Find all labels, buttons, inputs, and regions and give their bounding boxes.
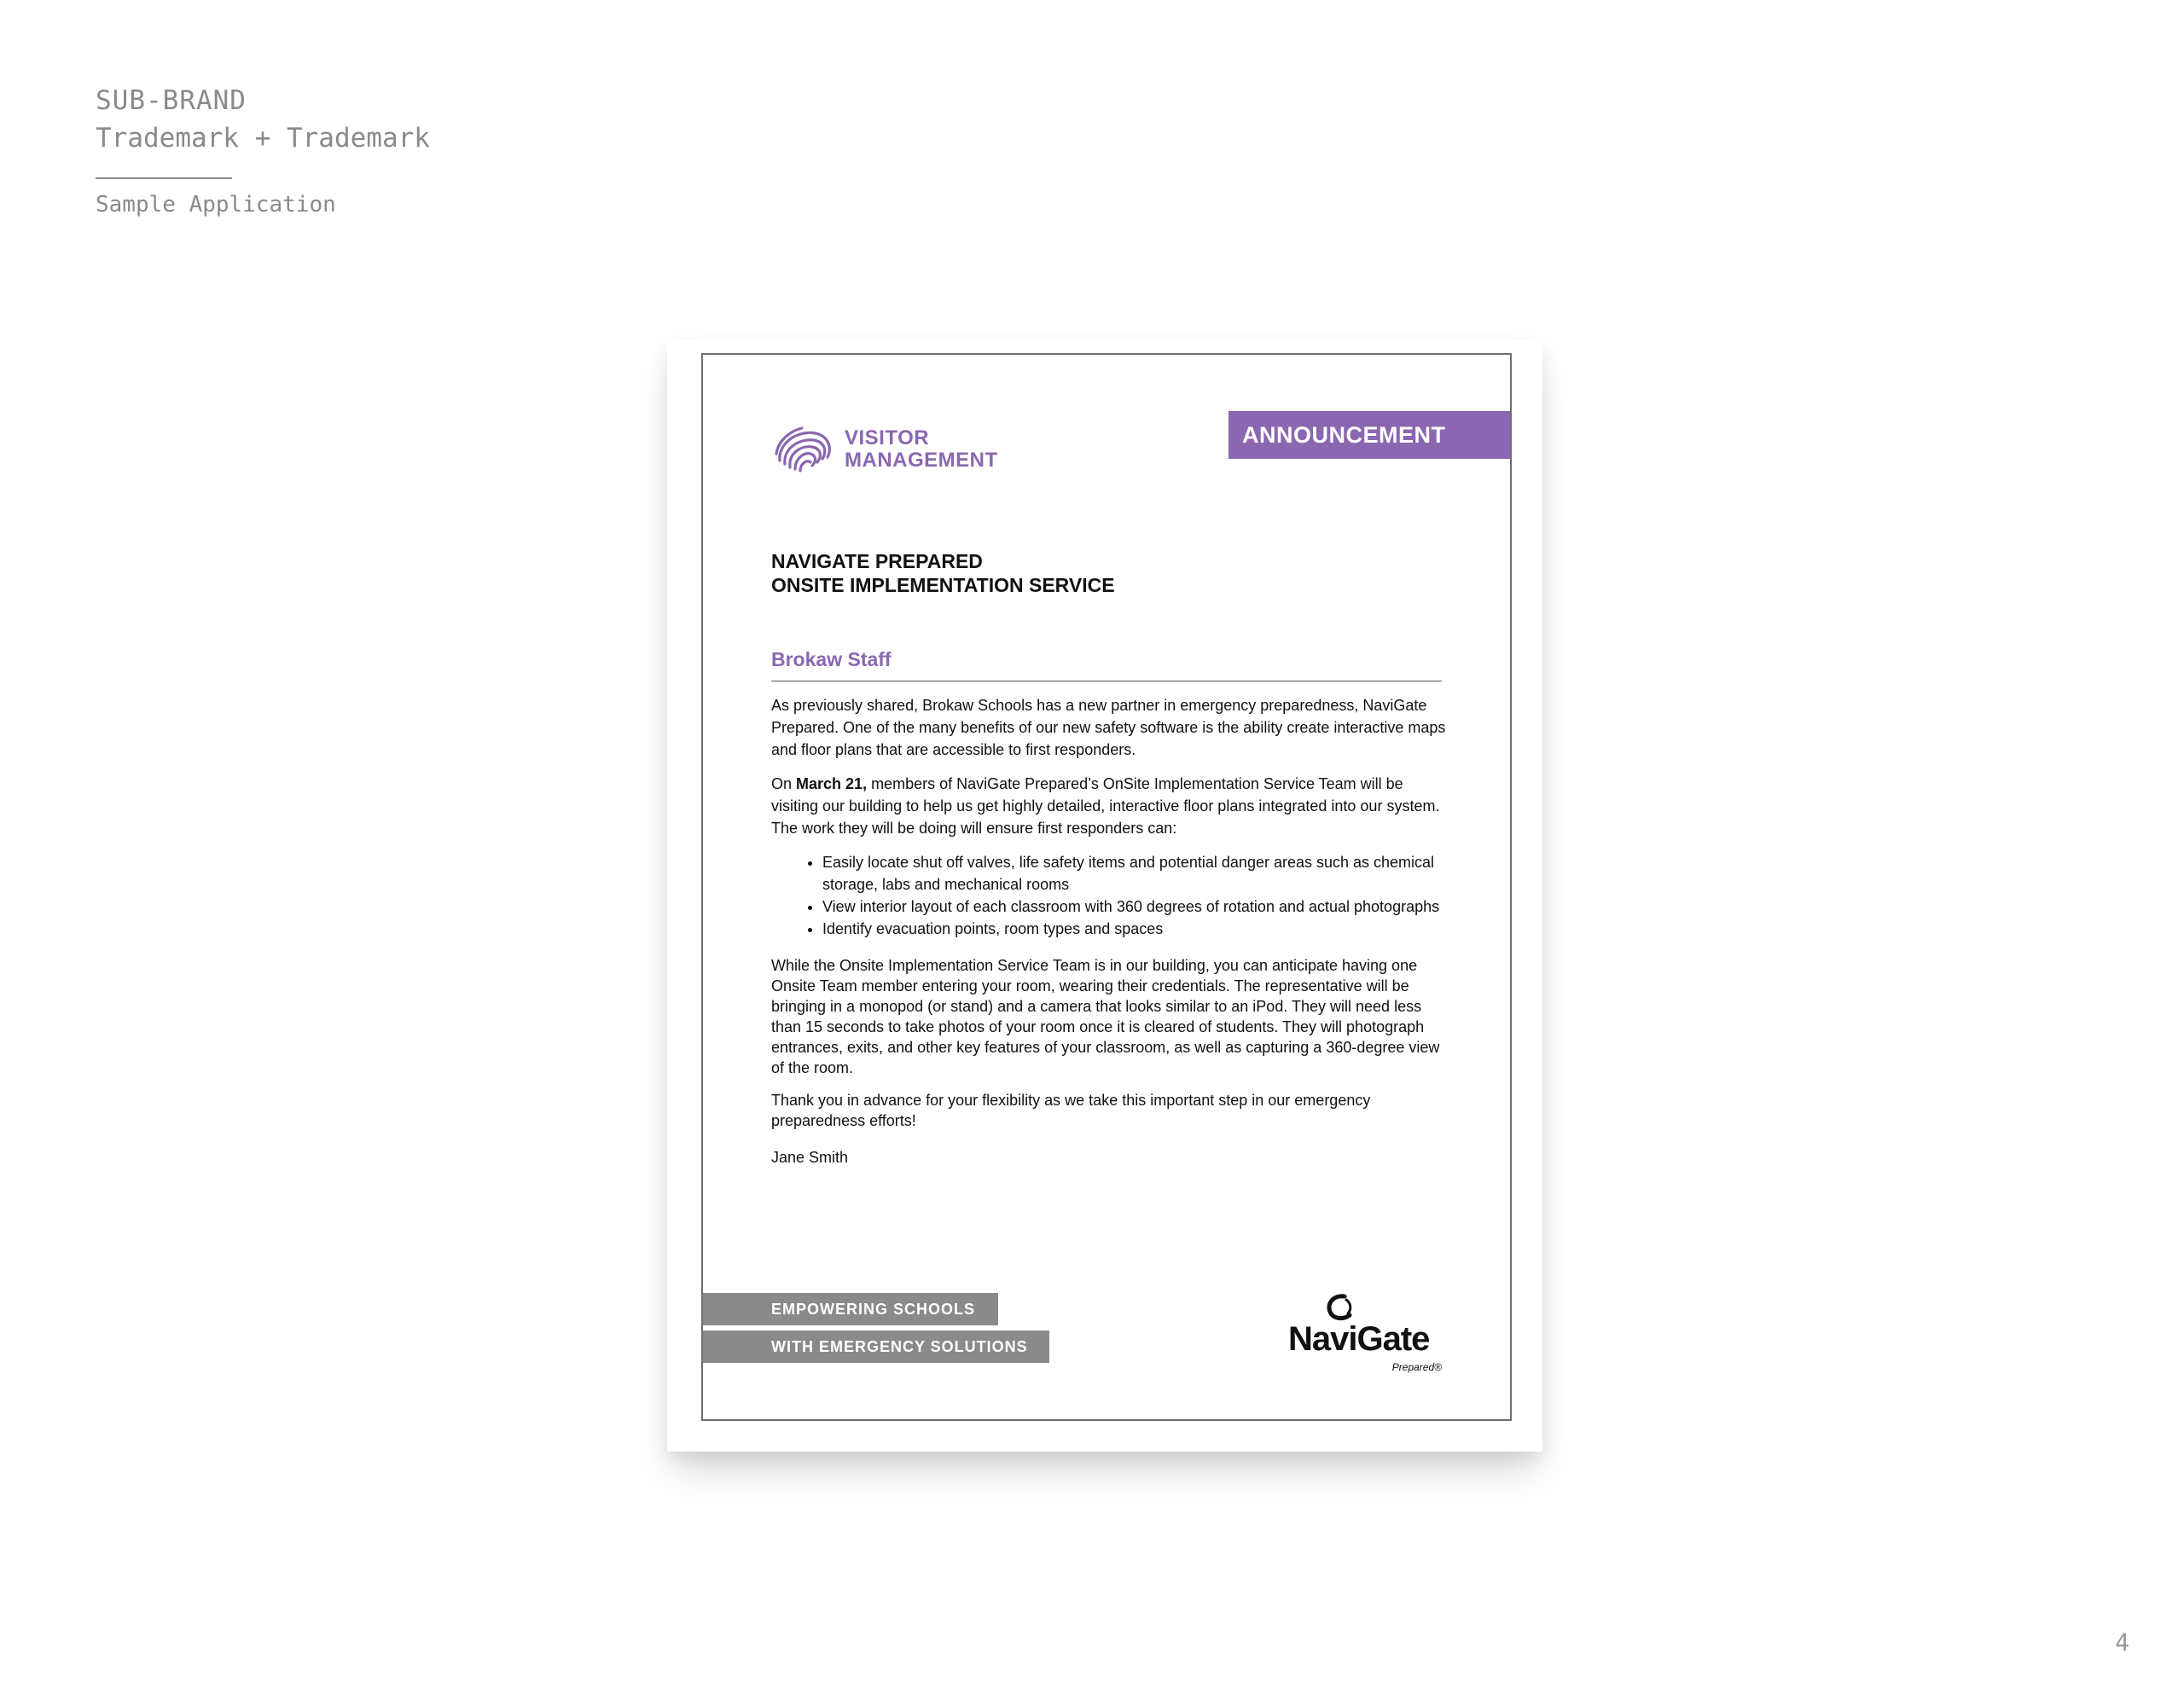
document-title: [771, 549, 1115, 597]
capabilities-list: [771, 851, 1454, 940]
title-line-1: NAVIGATE PREPARED: [771, 550, 983, 572]
fingerprint-icon: [771, 423, 836, 476]
section-label: Sample Application: [96, 192, 336, 217]
visitor-management-logo: [771, 423, 998, 476]
document-sheet: [667, 339, 1542, 1452]
slide-header: [96, 82, 430, 220]
paragraph-visit: [771, 773, 1454, 839]
navigate-wordmark: NaviGate: [1288, 1320, 1430, 1358]
logo-word-management: MANAGEMENT: [845, 449, 998, 472]
list-item: • Identify evacuation points, room types and spaces: [822, 918, 1454, 940]
letter-body: [771, 694, 1454, 1180]
paragraph-thanks: Thank you in advance for your flexibility as we take this important step in our emergency preparedness efforts!: [771, 1092, 1371, 1129]
page-number: 4: [2115, 1628, 2129, 1656]
title-line-2: ONSITE IMPLEMENTATION SERVICE: [771, 574, 1115, 596]
list-item: • Easily locate shut off valves, life safety items and potential danger areas such as chemical storage, labs and mechanical rooms: [822, 851, 1454, 896]
signature: Jane Smith: [771, 1149, 849, 1166]
sub-brand-heading: SUB-BRAND: [96, 85, 247, 116]
visit-prefix: On: [771, 775, 797, 792]
document-frame: [701, 353, 1512, 1421]
navigate-prepared-sub: Prepared®: [1391, 1361, 1442, 1373]
navigate-ring-icon: [1324, 1293, 1355, 1324]
header-divider: [96, 177, 232, 179]
visit-date: March 21,: [796, 775, 868, 792]
logo-wordmark: [845, 427, 998, 472]
recipient-heading: Brokaw Staff: [771, 648, 892, 670]
logo-word-visitor: VISITOR: [845, 426, 930, 449]
tagline-bar-1: EMPOWERING SCHOOLS: [703, 1293, 998, 1325]
visit-details: members of NaviGate Prepared’s OnSite Implementation Service Team will be visiting our building to help us get highly detailed, interactive floor plans integrated into our system. The work they will be doing will ensure first responders can:: [771, 775, 1440, 837]
paragraph-onsite-team: While the Onsite Implementation Service Team is in our building, you can anticipate having one Onsite Team member entering your room, wearing their credentials. The representative will be bringing in a monopod (or stand) and a camera that looks similar to an iPod. They will need less than 15 seconds to take photos of your room once it is cleared of students. They will photograph entrances, exits, and other key features of your classroom, as well as capturing a 360-degree view of the room.: [771, 957, 1440, 1076]
trademark-heading: Trademark + Trademark: [96, 123, 430, 154]
navigate-prepared-logo: [1288, 1293, 1442, 1375]
paragraph-intro: As previously shared, Brokaw Schools has a new partner in emergency preparedness, NaviGate Prepared. One of the many benefits of our new safety software is the ability create interactive maps and floor plans that are accessible to first responders.: [771, 697, 1446, 758]
list-item: • View interior layout of each classroom with 360 degrees of rotation and actual photographs: [822, 896, 1454, 918]
announcement-badge: ANNOUNCEMENT: [1228, 411, 1510, 459]
tagline-bar-2: WITH EMERGENCY SOLUTIONS: [703, 1330, 1049, 1363]
